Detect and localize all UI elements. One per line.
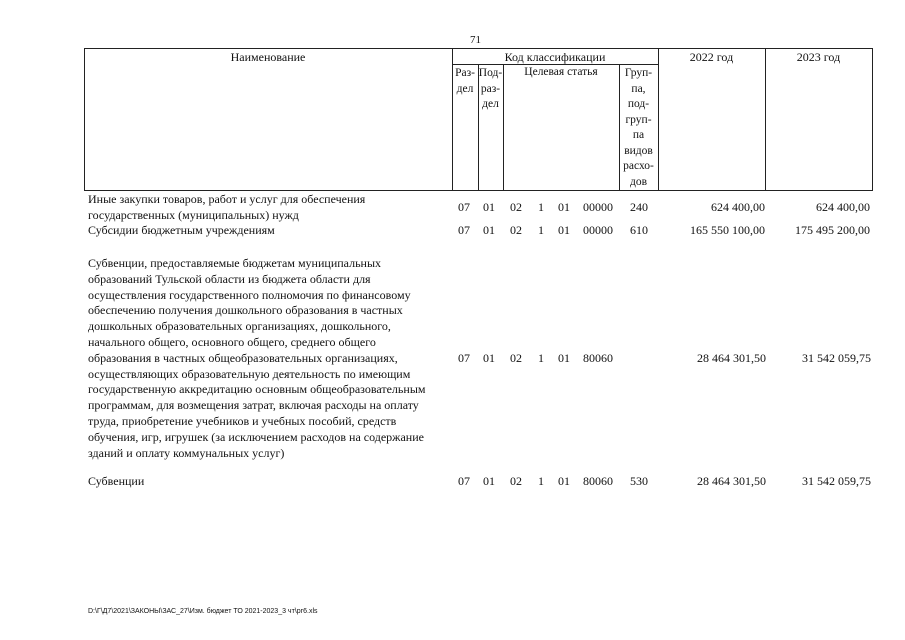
cell-amount-2022: 28 464 301,50: [697, 351, 766, 365]
cell-group: 610: [630, 223, 648, 237]
cell-amount-2023: 175 495 200,00: [795, 223, 870, 237]
cell-amount-2023: 31 542 059,75: [802, 351, 871, 365]
table-left-border: [84, 48, 85, 191]
cell-podrazdel: 01: [483, 474, 495, 488]
cell-podrazdel: 01: [483, 223, 495, 237]
header-name: Наименование: [230, 50, 306, 64]
cell-target-1: 02: [510, 200, 522, 214]
cell-target-1: 02: [510, 474, 522, 488]
row-name: Субсидии бюджетным учреждениям: [88, 223, 275, 237]
cell-target-1: 02: [510, 351, 522, 365]
table-right-border: [872, 48, 873, 191]
header-group: Груп- па, под- груп- па видов расхо- дов: [623, 67, 654, 188]
cell-group: 530: [630, 474, 648, 488]
cell-razdel: 07: [458, 474, 470, 488]
header-target-article: Целевая статья: [524, 66, 598, 78]
cell-razdel: 07: [458, 351, 470, 365]
cell-target-1: 02: [510, 223, 522, 237]
header-code: Код классификации: [504, 50, 606, 64]
column-divider: [765, 48, 766, 191]
column-divider: [503, 64, 504, 191]
cell-razdel: 07: [458, 200, 470, 214]
cell-target-4: 00000: [583, 223, 613, 237]
cell-amount-2023: 624 400,00: [816, 200, 870, 214]
cell-target-2: 1: [538, 200, 544, 214]
cell-target-2: 1: [538, 351, 544, 365]
cell-group: 240: [630, 200, 648, 214]
cell-target-3: 01: [558, 351, 570, 365]
table-top-border: [84, 48, 873, 49]
row-name: Субвенции, предоставляемые бюджетам муниципальных образований Тульской области из бюджета области для осуществления государственного полномочия по финансовому обеспечению получения дошкольного образования в частных дошкольных образовательных организациях, дошкольного, начального общего, основного общего, среднего общего образования в частных общеобразовательных организациях, осуществляющих образовательную деятельность по имеющим государственную аккредитацию основным общеобразовательным программам, для возмещения затрат, включая расходы на оплату труда, приобретение учебников и учебных пособий, средств обучения, игр, игрушек (за исключением расходов на содержание зданий и оплату коммунальных услуг): [88, 256, 426, 460]
cell-target-2: 1: [538, 223, 544, 237]
cell-razdel: 07: [458, 223, 470, 237]
cell-amount-2022: 28 464 301,50: [697, 474, 766, 488]
cell-target-3: 01: [558, 200, 570, 214]
row-name: Иные закупки товаров, работ и услуг для обеспечения государственных (муниципальных) нужд: [88, 192, 366, 222]
header-razdel: Раз- дел: [455, 67, 475, 95]
cell-podrazdel: 01: [483, 200, 495, 214]
page-number: 71: [470, 34, 481, 46]
cell-amount-2023: 31 542 059,75: [802, 474, 871, 488]
cell-target-3: 01: [558, 223, 570, 237]
cell-target-4: 00000: [583, 200, 613, 214]
cell-amount-2022: 165 550 100,00: [690, 223, 765, 237]
header-year-2023: 2023 год: [796, 50, 841, 64]
cell-podrazdel: 01: [483, 351, 495, 365]
row-name: Субвенции: [88, 474, 145, 488]
cell-amount-2022: 624 400,00: [711, 200, 765, 214]
header-podrazdel: Под- раз- дел: [478, 67, 503, 110]
cell-target-4: 80060: [583, 474, 613, 488]
cell-target-4: 80060: [583, 351, 613, 365]
header-year-2022: 2022 год: [689, 50, 734, 64]
file-path-footer: D:\Г\Д7\2021\ЗАКОНЫ\ЗАС_27\Изм. бюджет ТО 2021-2023_3 чт\рг6.xls: [88, 608, 318, 615]
column-divider: [658, 48, 659, 191]
cell-target-2: 1: [538, 474, 544, 488]
cell-target-3: 01: [558, 474, 570, 488]
